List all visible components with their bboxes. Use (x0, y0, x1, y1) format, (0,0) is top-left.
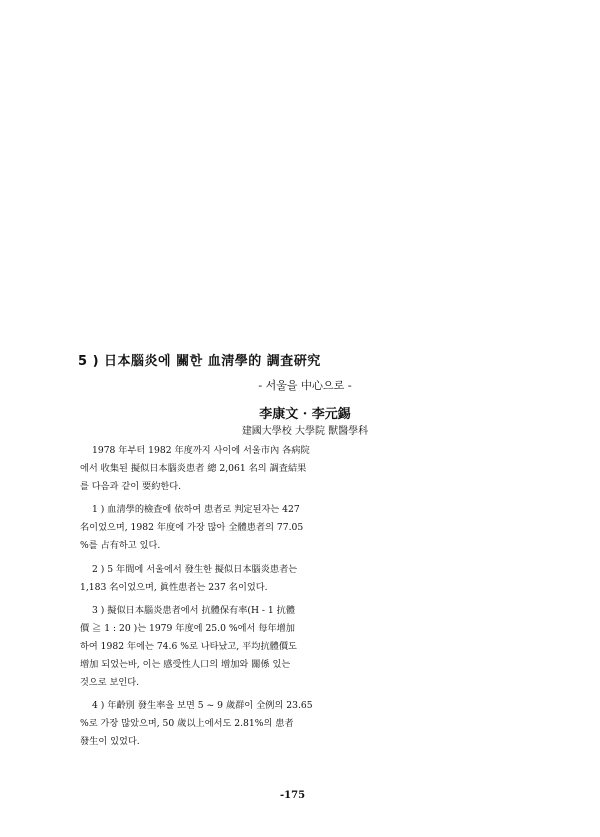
article-title: 5 ) 日本腦炎에 關한 血淸學的 調査硏究 (78, 354, 321, 369)
text-line: 를 다음과 같이 要約한다. (80, 480, 182, 492)
text-line: 3 ) 擬似日本腦炎患者에서 抗體保有率(H - 1 抗體 (92, 605, 296, 617)
text-line: 2 ) 5 年間에 서울에서 發生한 擬似日本腦炎患者는 (92, 563, 298, 575)
text-line: 것으로 보인다. (80, 676, 140, 688)
abstract-body (80, 442, 315, 757)
paragraph-item-2 (80, 561, 315, 597)
page-number: -175 (280, 790, 306, 801)
text-line: 하여 1982 年에는 74.6 %로 나타났고, 平均抗體價도 (80, 640, 297, 652)
text-line: 에서 收集된 擬似日本腦炎患者 總 2,061 名의 調査結果 (80, 462, 307, 474)
text-line: 價 ≧ 1 : 20 )는 1979 年度에 25.0 %에서 每年增加 (80, 623, 295, 635)
text-line: 1,183 名이었으며, 眞性患者는 237 名이었다. (80, 581, 268, 593)
paragraph-item-4 (80, 697, 315, 750)
paragraph-intro (80, 442, 315, 495)
text-line: 發生이 있었다. (80, 735, 140, 747)
paragraph-item-3 (80, 602, 315, 691)
author-names: 李康文 · 李元錫 (259, 407, 351, 422)
author-affiliation: 建國大學校 大學院 獸醫學科 (241, 426, 369, 437)
text-line: 1 ) 血淸學的檢査에 依하여 患者로 判定된자는 427 (92, 504, 300, 516)
article-subtitle: - 서울을 中心으로 - (258, 379, 352, 392)
text-line: 4 ) 年齡別 發生率을 보면 5 ~ 9 歲群이 全例의 23.65 (92, 700, 313, 712)
text-line: 名이었으며, 1982 年度에 가장 많아 全體患者의 77.05 (80, 522, 304, 534)
text-line: 1978 年부터 1982 年度까지 사이에 서울市內 各病院 (92, 445, 310, 456)
paragraph-item-1 (80, 501, 315, 554)
text-line: %를 占有하고 있다. (80, 539, 161, 551)
text-line: %로 가장 많았으며, 50 歲以上에서도 2.81%의 患者 (80, 718, 294, 730)
text-line: 增加 되었는바, 이는 感受性人口의 增加와 關係 있는 (80, 658, 291, 670)
